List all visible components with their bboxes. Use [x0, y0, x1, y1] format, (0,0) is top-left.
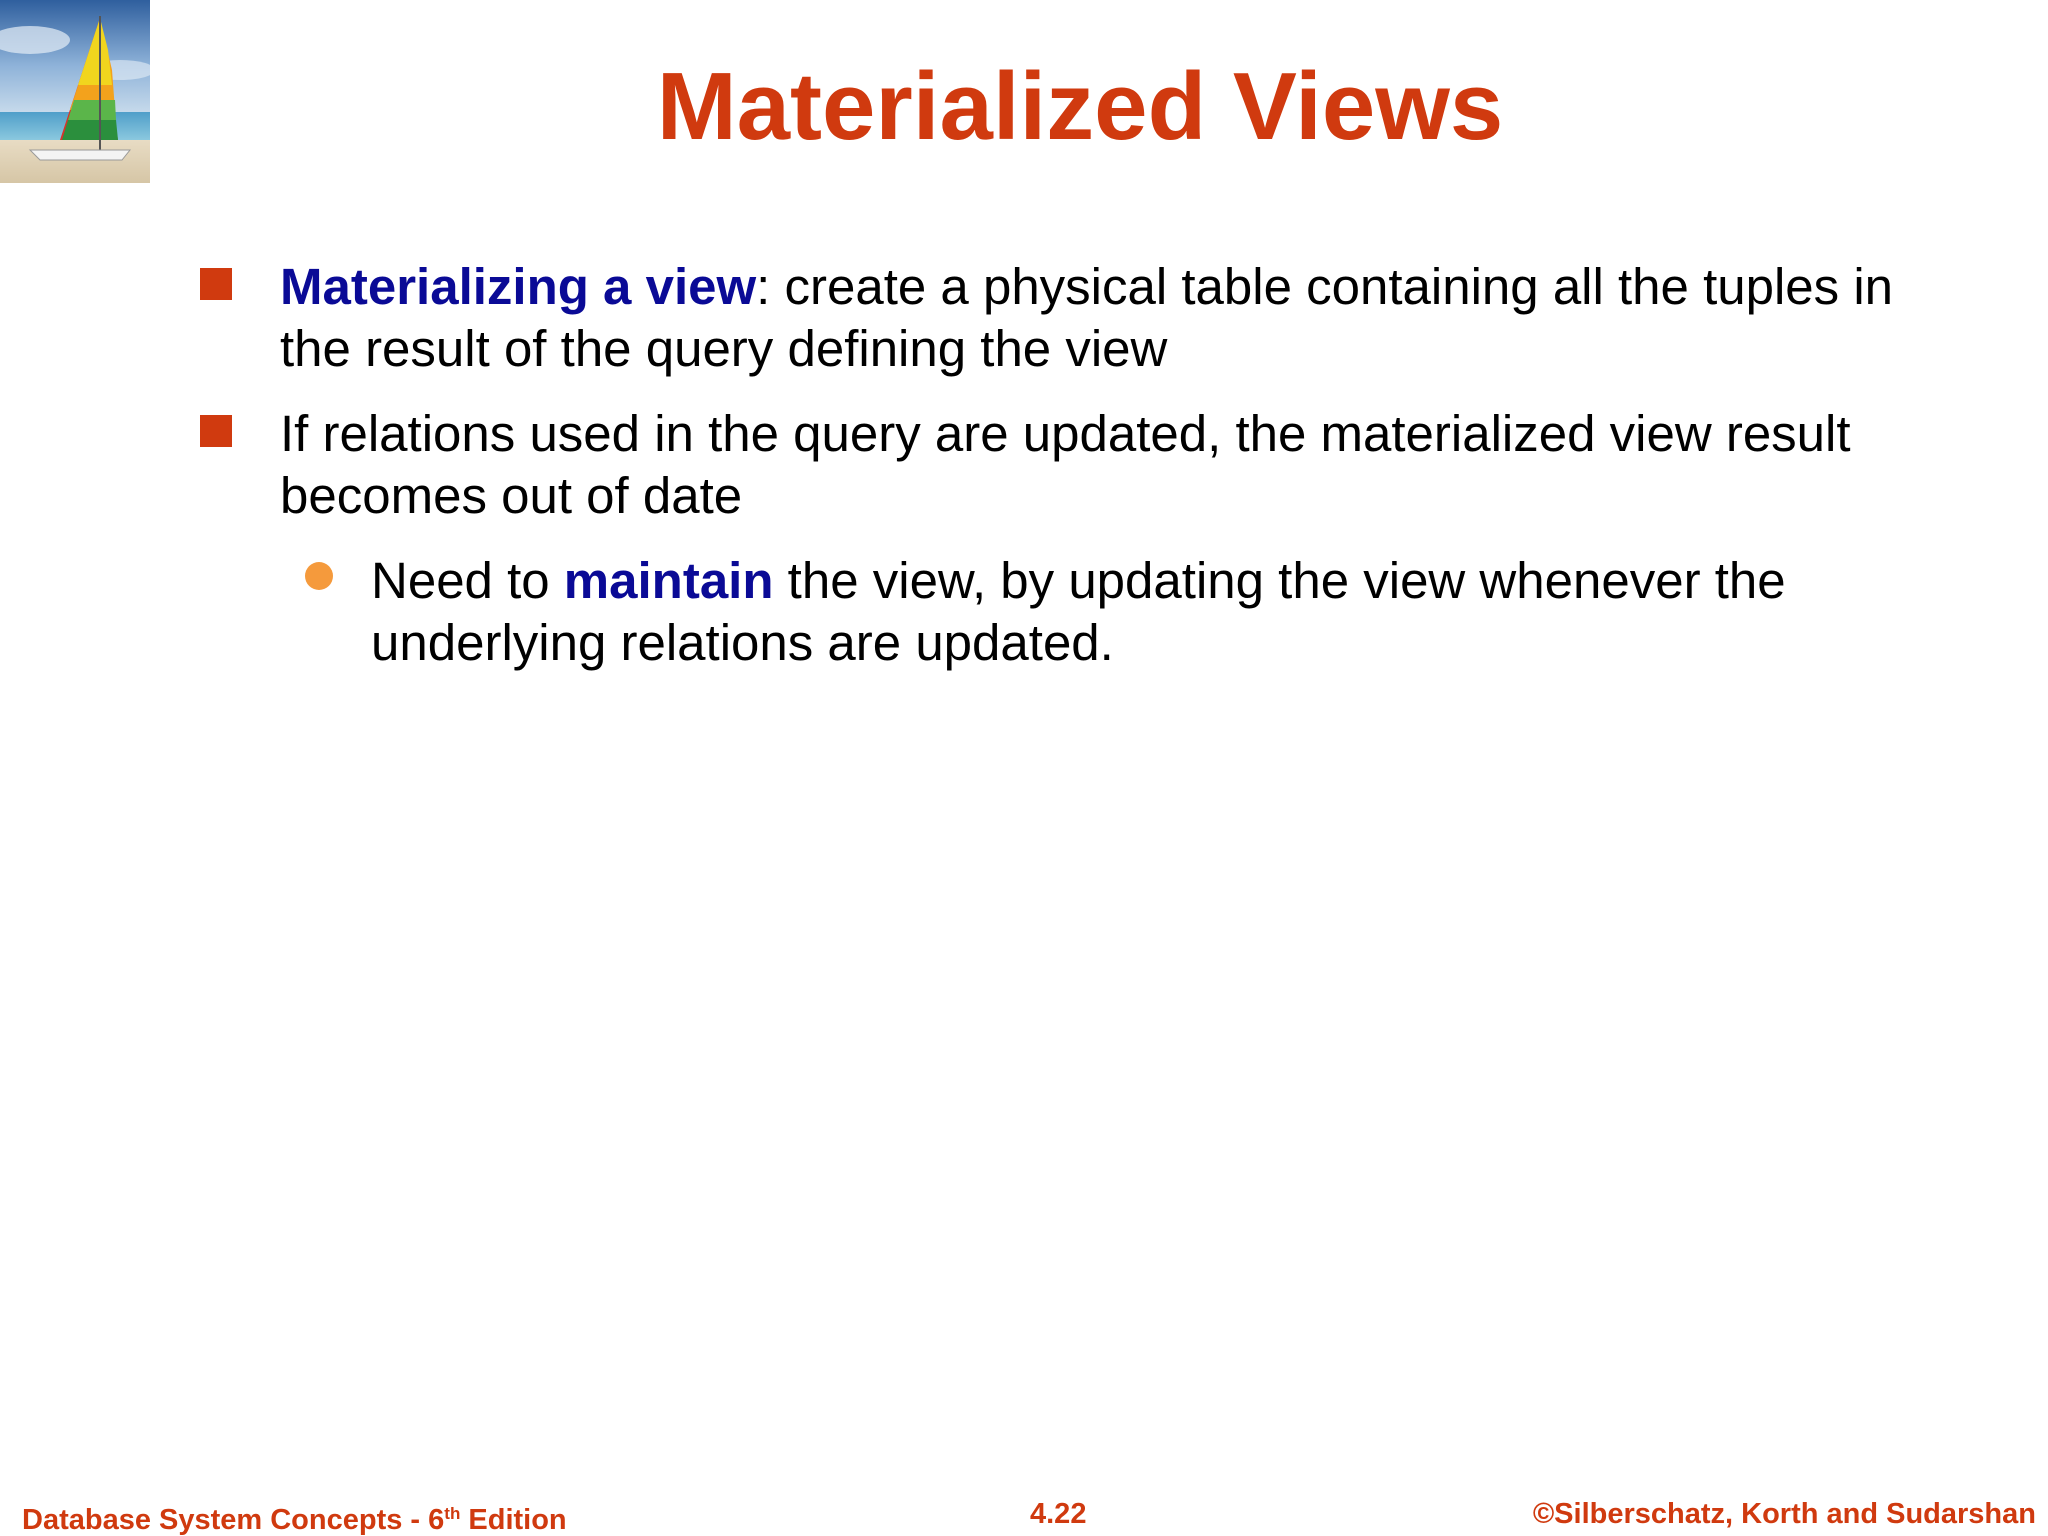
- footer-book-title: [22, 1496, 567, 1536]
- bullet-text: [280, 256, 1900, 380]
- sub-bullet-keyword: maintain: [563, 552, 774, 609]
- bullet-text: If relations used in the query are updated, the materialized view result becomes out of date: [280, 405, 1851, 524]
- footer-title-suffix: Edition: [460, 1504, 567, 1536]
- square-bullet-icon: [200, 268, 232, 300]
- slide-title: Materialized Views: [656, 53, 1504, 160]
- footer-title-prefix: Database System Concepts - 6: [22, 1504, 445, 1536]
- bullet-body: : create a physical table containing all the tuples in the result of the query defining the view: [280, 258, 1894, 377]
- bullet-keyword: Materializing a view: [280, 258, 757, 315]
- circle-bullet-icon: [305, 562, 333, 590]
- footer-page-number: 4.22: [1030, 1498, 1087, 1530]
- sub-bullet-text: [371, 550, 1871, 674]
- footer-copyright: ©Silberschatz, Korth and Sudarshan: [1532, 1498, 2036, 1530]
- sub-bullet-before: Need to: [371, 552, 564, 609]
- sub-bullet-after: the view, by updating the view whenever the underlying relations are updated.: [371, 552, 1786, 671]
- square-bullet-icon: [200, 415, 232, 447]
- footer-title-superscript: th: [444, 1504, 461, 1523]
